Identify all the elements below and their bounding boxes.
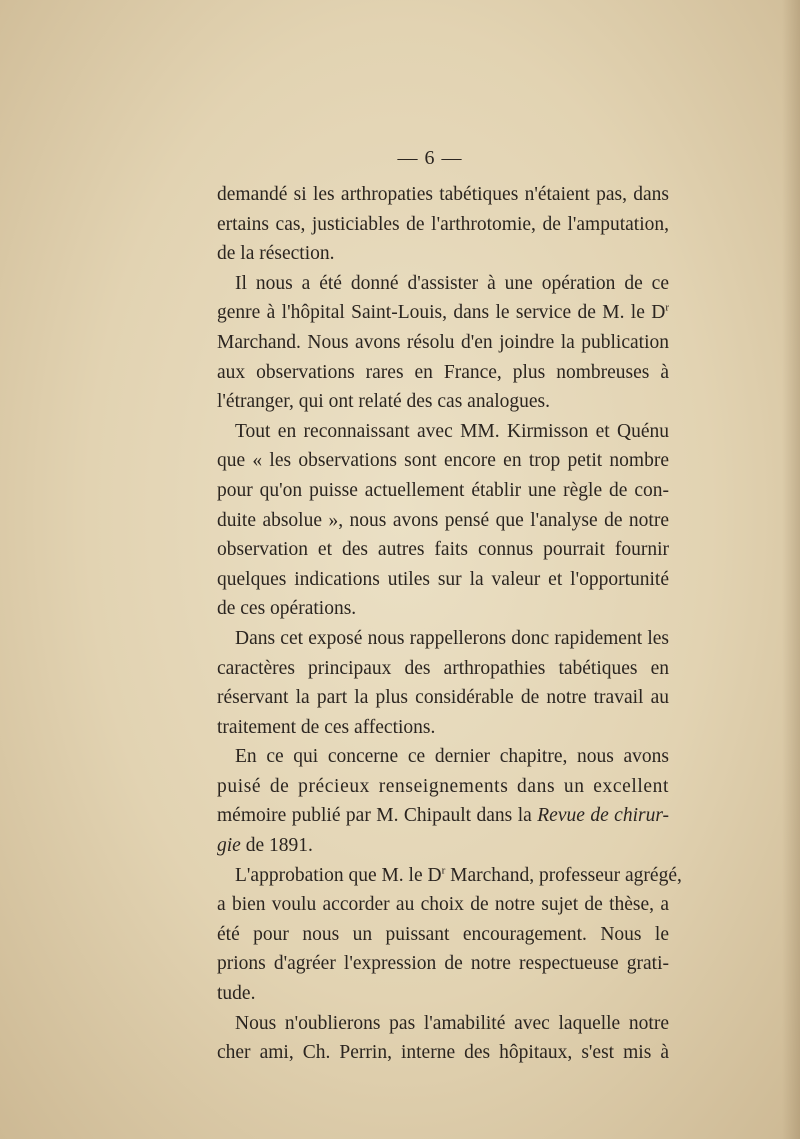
text-line: été pour nous un puissant encouragement. Nous le <box>217 923 669 945</box>
text-fragment: Marchand, professeur agrégé, <box>445 864 682 886</box>
text-line: pour qu'on puisse actuellement établir une règle de con- <box>217 479 669 501</box>
text-fragment: genre à l'hôpital Saint-Louis, dans le service de M. le D <box>217 302 666 324</box>
text-line: demandé si les arthropaties tabétiques n'étaient pas, dans <box>217 184 669 205</box>
superscript: r <box>665 301 669 314</box>
text-line: Tout en reconnaissant avec MM. Kirmisson et Quénu <box>235 420 669 442</box>
text-line: duite absolue », nous avons pensé que l'analyse de notre <box>217 509 669 531</box>
text-line: Nous n'oublierons pas l'amabilité avec laquelle notre <box>235 1012 669 1034</box>
text-line: l'étranger, qui ont relaté des cas analogues. <box>217 391 551 413</box>
text-line: cher ami, Ch. Perrin, interne des hôpitaux, s'est mis à <box>217 1042 669 1064</box>
text-fragment: de 1891. <box>240 835 313 857</box>
text-line: ertains cas, justiciables de l'arthrotomie, de l'amputation, <box>217 213 669 235</box>
text-line: caractères principaux des arthropathies tabétiques en <box>217 657 669 679</box>
text-line: Dans cet exposé nous rappellerons donc rapidement les <box>235 627 669 649</box>
text-line: Il nous a été donné d'assister à une opération de ce <box>235 272 669 294</box>
text-fragment: L'approbation que M. le D <box>235 864 442 886</box>
page-number: — 6 — <box>397 147 463 169</box>
text-line: a bien voulu accorder au choix de notre sujet de thèse, a <box>217 894 669 916</box>
text-line: puisé de précieux renseignements dans un excellent <box>217 775 669 797</box>
text-line: observation et des autres faits connus pourrait fournir <box>217 539 669 561</box>
superscript: r <box>441 864 446 877</box>
text-line: de ces opérations. <box>217 598 357 620</box>
text-line-with-superscript <box>217 861 682 891</box>
text-line: prions d'agréer l'expression de notre respectueuse grati- <box>217 953 669 975</box>
text-line: tude. <box>217 983 256 1005</box>
text-line: que « les observations sont encore en trop petit nombre <box>217 450 669 472</box>
text-line: réservant la part la plus considérable de notre travail au <box>217 687 669 709</box>
text-line-with-superscript <box>217 298 669 328</box>
page-edge-shadow <box>782 0 800 1139</box>
journal-title: Revue de chirur- <box>537 805 670 827</box>
text-line: En ce qui concerne ce dernier chapitre, nous avons <box>235 746 669 768</box>
text-line: traitement de ces affections. <box>217 716 436 738</box>
journal-title-cont: gie <box>217 835 241 857</box>
text-line: Marchand. Nous avons résolu d'en joindre la publication <box>217 331 669 353</box>
text-line: aux observations rares en France, plus nombreuses à <box>217 361 669 383</box>
text-line: quelques indications utiles sur la valeur et l'opportunité <box>217 568 669 590</box>
text-line-with-italic <box>217 831 669 861</box>
text-fragment: mémoire publié par M. Chipault dans la <box>217 805 532 827</box>
text-line: de la résection. <box>217 243 335 265</box>
text-line-with-italic <box>217 801 669 831</box>
body-text <box>217 180 682 1068</box>
